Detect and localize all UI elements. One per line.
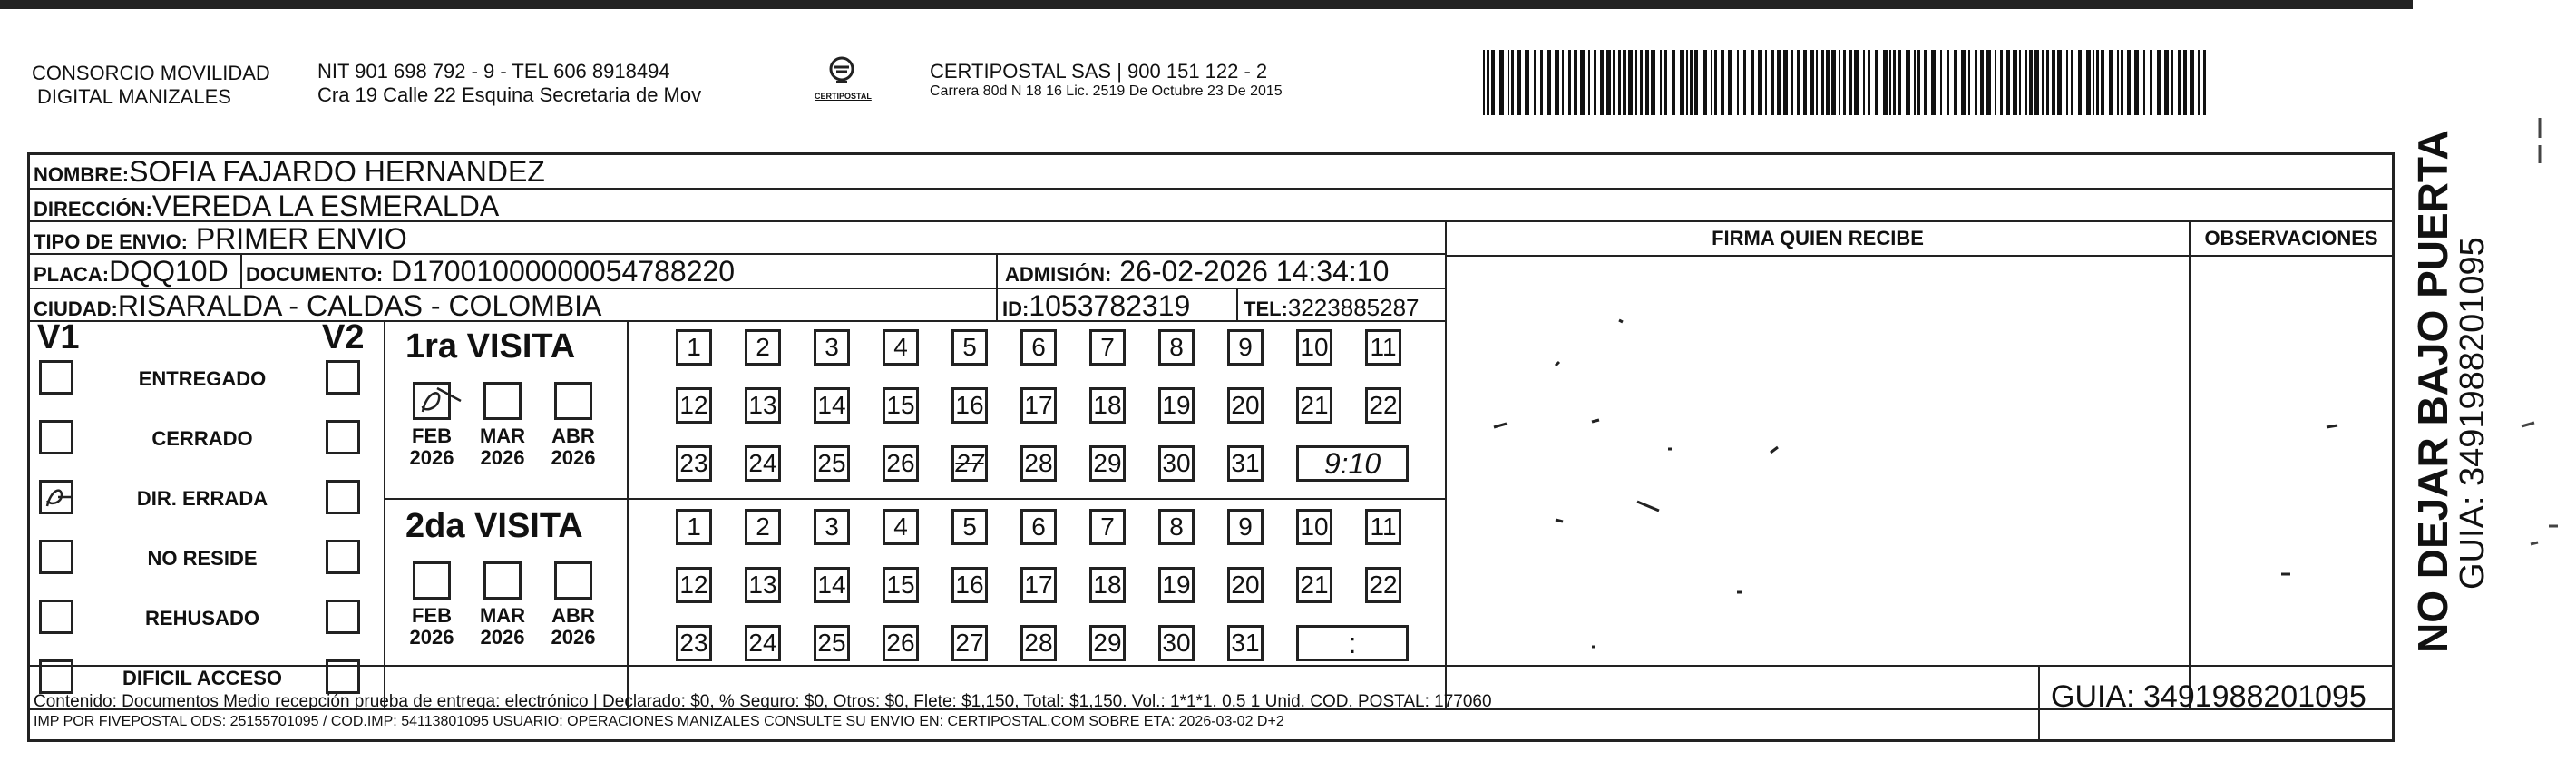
barcode-bar — [1606, 50, 1611, 115]
barcode-bar — [1868, 50, 1870, 115]
v2-checkbox[interactable] — [326, 600, 360, 634]
barcode-bar — [1995, 50, 1996, 115]
barcode-bar — [2101, 50, 2104, 115]
day-box[interactable]: 15 — [883, 567, 919, 603]
barcode-bar — [1664, 50, 1667, 115]
v1-checkbox[interactable] — [39, 659, 73, 694]
v2-label: V2 — [322, 318, 365, 356]
year-label: 2026 — [480, 446, 525, 469]
barcode-bar — [1914, 50, 1916, 115]
barcode-bar — [2025, 50, 2027, 115]
barcode-bar — [1940, 50, 1942, 115]
barcode-bar — [1931, 50, 1936, 115]
barcode-bar — [1525, 50, 1529, 115]
certipostal-info: CERTIPOSTAL SAS | 900 151 122 - 2 Carrera 80d N 18 16 Lic. 2519 De Octubre 23 De 2015 — [930, 60, 1283, 99]
year-label: 2026 — [409, 626, 454, 649]
barcode-bar — [2203, 50, 2206, 115]
barcode-bar — [1883, 50, 1888, 115]
month-checkbox[interactable] — [483, 561, 522, 600]
day-box[interactable]: 4 — [883, 509, 919, 545]
day-box[interactable]: 9 — [1227, 329, 1264, 366]
month-label: ABR — [551, 604, 595, 627]
barcode-bar — [2121, 50, 2123, 115]
barcode-bar — [1645, 50, 1649, 115]
day-box[interactable]: 2 — [745, 329, 781, 366]
barcode-bar — [1703, 50, 1707, 115]
top-border — [0, 0, 2413, 9]
month-label: ABR — [551, 425, 595, 447]
v2-checkbox[interactable] — [326, 420, 360, 454]
day-box[interactable]: 26 — [883, 625, 919, 661]
barcode-bar — [1917, 50, 1920, 115]
day-box[interactable]: 8 — [1158, 509, 1195, 545]
barcode-bar — [1618, 50, 1621, 115]
nombre-row: NOMBRE:SOFIA FAJARDO HERNANDEZ — [30, 155, 2392, 190]
day-box[interactable]: 21 — [1296, 567, 1332, 603]
barcode-bar — [1660, 50, 1662, 115]
barcode-bar — [1574, 50, 1577, 115]
day-box[interactable]: 2 — [745, 509, 781, 545]
barcode-bar — [1875, 50, 1878, 115]
day-box[interactable]: 13 — [745, 387, 781, 424]
day-box[interactable]: 29 — [1089, 445, 1126, 482]
barcode-bar — [2096, 50, 2099, 115]
day-box[interactable]: 19 — [1158, 387, 1195, 424]
barcode-bar — [1839, 50, 1840, 115]
day-box[interactable]: 18 — [1089, 567, 1126, 603]
company-name: CONSORCIO MOVILIDAD DIGITAL MANIZALES — [32, 62, 270, 108]
firma-header: FIRMA QUIEN RECIBE — [1447, 222, 2189, 257]
v1-label: V1 — [37, 318, 80, 356]
barcode — [1483, 50, 2209, 115]
day-box[interactable]: 12 — [676, 567, 712, 603]
barcode-bar — [1954, 50, 1957, 115]
certipostal-logo: CERTIPOSTAL — [815, 56, 869, 101]
ciudad-row: CIUDAD:RISARALDA - CALDAS - COLOMBIA ID:1053782319 TEL:3223885287 — [30, 289, 1445, 322]
barcode-bar — [1613, 50, 1615, 115]
barcode-bar — [2086, 50, 2091, 115]
barcode-bar — [2071, 50, 2073, 115]
barcode-bar — [2000, 50, 2003, 115]
day-box[interactable]: 20 — [1227, 567, 1264, 603]
status-option-label: CERRADO — [151, 427, 253, 450]
year-label: 2026 — [551, 626, 596, 649]
barcode-bar — [1889, 50, 1891, 115]
year-label: 2026 — [551, 446, 596, 469]
v1-checkbox[interactable] — [39, 480, 73, 514]
barcode-bar — [1803, 50, 1807, 115]
year-label: 2026 — [409, 446, 454, 469]
day-box[interactable]: 16 — [951, 387, 988, 424]
day-box[interactable]: 4 — [883, 329, 919, 366]
day-box[interactable]: 21 — [1296, 387, 1332, 424]
day-box[interactable]: 29 — [1089, 625, 1126, 661]
day-box[interactable]: 28 — [1020, 445, 1057, 482]
barcode-bar — [2093, 50, 2094, 115]
day-box[interactable]: 1 — [676, 329, 712, 366]
barcode-bar — [2057, 50, 2062, 115]
month-checkbox[interactable] — [483, 382, 522, 420]
barcode-bar — [1849, 50, 1852, 115]
visit-time-box[interactable]: 9:10 — [1296, 445, 1409, 482]
barcode-bar — [1863, 50, 1865, 115]
barcode-bar — [2042, 50, 2044, 115]
barcode-bar — [1686, 50, 1688, 115]
barcode-bar — [1562, 50, 1564, 115]
barcode-bar — [2034, 50, 2039, 115]
status-option-label: NO RESIDE — [147, 547, 258, 570]
day-box[interactable]: 7 — [1089, 329, 1126, 366]
day-box[interactable]: 24 — [745, 445, 781, 482]
barcode-bar — [1821, 50, 1824, 115]
month-checkbox[interactable] — [554, 561, 592, 600]
day-box[interactable]: 15 — [883, 387, 919, 424]
barcode-bar — [2117, 50, 2119, 115]
barcode-bar — [2183, 50, 2187, 115]
barcode-bar — [1816, 50, 1818, 115]
barcode-bar — [1758, 50, 1762, 115]
month-checkbox[interactable] — [554, 382, 592, 420]
v2-checkbox[interactable] — [326, 360, 360, 395]
observaciones-header: OBSERVACIONES — [2191, 222, 2392, 257]
barcode-bar — [1511, 50, 1514, 115]
barcode-bar — [1797, 50, 1800, 115]
month-checkbox[interactable] — [413, 382, 451, 420]
barcode-bar — [1600, 50, 1604, 115]
month-year-label — [400, 425, 463, 469]
barcode-bar — [1771, 50, 1774, 115]
barcode-bar — [1580, 50, 1585, 115]
day-box[interactable]: 10 — [1296, 509, 1332, 545]
barcode-bar — [2178, 50, 2181, 115]
footer-text: Contenido: Documentos Medio recepción prueba de entrega: electrónico | Declarado: $0, % Seguro: $0, Otros: $0, Flete: $1,150, Total: $1,150. Vol.: 1*1*1. 0.5 1 Unid. COD. POSTAL: 177060 IMP POR FIVEPOSTAL ODS: 25155701095 / COD.IMP: 54113801095 USUARIO: OPERACIONES MANIZALES CONSULTE SU ENVIO EN: CERTIPOSTAL.COM SOBRE ETA: 2026-03-02 D+2 — [34, 692, 1492, 729]
day-box[interactable]: 5 — [951, 509, 988, 545]
barcode-bar — [1508, 50, 1509, 115]
barcode-bar — [1680, 50, 1684, 115]
barcode-bar — [1640, 50, 1643, 115]
barcode-bar — [2066, 50, 2068, 115]
first-visit-title: 1ra VISITA — [405, 327, 576, 366]
barcode-bar — [2006, 50, 2010, 115]
day-box[interactable]: 17 — [1020, 567, 1057, 603]
barcode-bar — [2046, 50, 2049, 115]
barcode-bar — [1483, 50, 1485, 115]
second-visit-title: 2da VISITA — [405, 507, 583, 545]
barcode-bar — [1690, 50, 1693, 115]
barcode-bar — [2029, 50, 2033, 115]
day-box[interactable]: 30 — [1158, 445, 1195, 482]
barcode-bar — [2157, 50, 2161, 115]
day-box[interactable]: 20 — [1227, 387, 1264, 424]
day-box[interactable]: 18 — [1089, 387, 1126, 424]
barcode-bar — [1975, 50, 1977, 115]
month-year-label — [471, 605, 534, 649]
status-option-label: DIR. ERRADA — [136, 487, 268, 510]
day-box[interactable]: 11 — [1365, 509, 1401, 545]
status-option-label: REHUSADO — [145, 607, 259, 629]
v1-checkbox[interactable] — [39, 540, 73, 574]
day-box[interactable]: 12 — [676, 387, 712, 424]
day-box[interactable]: 31 — [1227, 625, 1264, 661]
month-year-label — [471, 425, 534, 469]
company-nit: NIT 901 698 792 - 9 - TEL 606 8918494 Cra 19 Calle 22 Esquina Secretaria de Mov — [317, 60, 702, 106]
day-box[interactable]: 23 — [676, 445, 712, 482]
status-option-label: DIFICIL ACCESO — [122, 667, 282, 689]
month-year-label — [400, 605, 463, 649]
barcode-bar — [1588, 50, 1590, 115]
day-box[interactable]: 26 — [883, 445, 919, 482]
v1-checkbox[interactable] — [39, 360, 73, 395]
month-year-label — [542, 425, 605, 469]
month-label: MAR — [479, 604, 526, 627]
tipo-row: TIPO DE ENVIO: PRIMER ENVIO — [30, 222, 1445, 255]
barcode-bar — [1491, 50, 1495, 115]
placa-row: PLACA:DQQ10D DOCUMENTO: D17001000000054788220 ADMISIÓN: 26-02-2026 14:34:10 — [30, 255, 1445, 289]
v2-checkbox[interactable] — [326, 480, 360, 514]
v1-checkbox[interactable] — [39, 600, 73, 634]
barcode-bar — [1831, 50, 1836, 115]
day-box[interactable]: 6 — [1020, 329, 1057, 366]
barcode-bar — [1783, 50, 1788, 115]
barcode-bar — [1651, 50, 1655, 115]
barcode-bar — [1906, 50, 1910, 115]
barcode-bar — [1672, 50, 1675, 115]
barcode-bar — [1765, 50, 1767, 115]
barcode-bar — [1487, 50, 1489, 115]
day-box[interactable]: 14 — [814, 387, 850, 424]
day-box[interactable]: 23 — [676, 625, 712, 661]
barcode-bar — [1728, 50, 1732, 115]
barcode-bar — [2164, 50, 2169, 115]
day-box[interactable]: 25 — [814, 625, 850, 661]
status-option-label: ENTREGADO — [138, 367, 267, 390]
day-box[interactable]: 19 — [1158, 567, 1195, 603]
barcode-bar — [1534, 50, 1536, 115]
barcode-bar — [1623, 50, 1626, 115]
barcode-bar — [2078, 50, 2082, 115]
barcode-bar — [1777, 50, 1781, 115]
barcode-bar — [1568, 50, 1571, 115]
day-box[interactable]: 11 — [1365, 329, 1401, 366]
footer-guia: GUIA: 3491988201095 — [2051, 679, 2366, 714]
day-box[interactable]: 5 — [951, 329, 988, 366]
day-box[interactable]: 14 — [814, 567, 850, 603]
no-dejar-text: NO DEJAR BAJO PUERTA — [2409, 130, 2456, 653]
barcode-bar — [1924, 50, 1927, 115]
month-year-label — [542, 605, 605, 649]
barcode-bar — [2171, 50, 2173, 115]
day-box[interactable]: 6 — [1020, 509, 1057, 545]
day-box[interactable]: 3 — [814, 329, 850, 366]
barcode-bar — [1743, 50, 1746, 115]
day-box[interactable]: 7 — [1089, 509, 1126, 545]
barcode-bar — [1751, 50, 1754, 115]
barcode-bar — [2134, 50, 2139, 115]
month-label: MAR — [479, 425, 526, 447]
day-box[interactable]: 22 — [1365, 387, 1401, 424]
barcode-bar — [1499, 50, 1504, 115]
barcode-bar — [2052, 50, 2055, 115]
barcode-bar — [1843, 50, 1846, 115]
barcode-bar — [1711, 50, 1712, 115]
direccion-row: DIRECCIÓN:VEREDA LA ESMERALDA — [30, 190, 2392, 222]
v1-checkbox[interactable] — [39, 420, 73, 454]
day-box[interactable]: 9 — [1227, 509, 1264, 545]
barcode-bar — [1854, 50, 1859, 115]
day-box[interactable]: 27 — [951, 625, 988, 661]
barcode-bar — [1893, 50, 1896, 115]
barcode-bar — [1714, 50, 1717, 115]
day-box[interactable]: 1 — [676, 509, 712, 545]
barcode-bar — [1517, 50, 1521, 115]
barcode-bar — [2190, 50, 2194, 115]
barcode-bar — [1968, 50, 1970, 115]
barcode-bar — [1898, 50, 1901, 115]
barcode-bar — [1961, 50, 1966, 115]
barcode-bar — [2109, 50, 2113, 115]
barcode-bar — [1635, 50, 1637, 115]
day-box[interactable]: 31 — [1227, 445, 1264, 482]
margin-marks — [2467, 91, 2567, 599]
day-box[interactable]: 30 — [1158, 625, 1195, 661]
barcode-bar — [1628, 50, 1633, 115]
year-label: 2026 — [480, 626, 525, 649]
day-box[interactable]: 22 — [1365, 567, 1401, 603]
day-box[interactable]: 17 — [1020, 387, 1057, 424]
shipping-label — [27, 152, 2395, 742]
day-box[interactable]: 16 — [951, 567, 988, 603]
observaciones-area — [2191, 257, 2392, 710]
day-box[interactable]: 25 — [814, 445, 850, 482]
barcode-bar — [1947, 50, 1949, 115]
barcode-bar — [1721, 50, 1724, 115]
day-box[interactable]: 27 — [951, 445, 988, 482]
month-checkbox[interactable] — [413, 561, 451, 600]
day-box[interactable]: 8 — [1158, 329, 1195, 366]
barcode-bar — [2198, 50, 2200, 115]
barcode-bar — [1826, 50, 1830, 115]
barcode-bar — [1737, 50, 1739, 115]
barcode-bar — [1540, 50, 1543, 115]
barcode-bar — [1694, 50, 1698, 115]
barcode-bar — [1547, 50, 1551, 115]
barcode-bar — [2143, 50, 2145, 115]
barcode-bar — [2150, 50, 2152, 115]
barcode-bar — [1791, 50, 1793, 115]
v2-checkbox[interactable] — [326, 540, 360, 574]
day-box[interactable]: 28 — [1020, 625, 1057, 661]
barcode-bar — [1986, 50, 1991, 115]
signature-area — [1447, 257, 2189, 710]
barcode-bar — [2013, 50, 2017, 115]
barcode-bar — [1594, 50, 1596, 115]
barcode-bar — [1810, 50, 1814, 115]
v2-checkbox[interactable] — [326, 659, 360, 694]
day-box[interactable]: 13 — [745, 567, 781, 603]
barcode-bar — [1980, 50, 1984, 115]
day-box[interactable]: 24 — [745, 625, 781, 661]
month-label: FEB — [412, 425, 452, 447]
visit-time-box[interactable]: : — [1296, 625, 1409, 661]
barcode-bar — [1555, 50, 1559, 115]
side-guia: GUIA: 3491988201095 — [2454, 237, 2492, 590]
barcode-bar — [2127, 50, 2131, 115]
barcode-bar — [2019, 50, 2021, 115]
day-box[interactable]: 10 — [1296, 329, 1332, 366]
day-box[interactable]: 3 — [814, 509, 850, 545]
month-label: FEB — [412, 604, 452, 627]
certipostal-logo-icon — [824, 56, 860, 87]
